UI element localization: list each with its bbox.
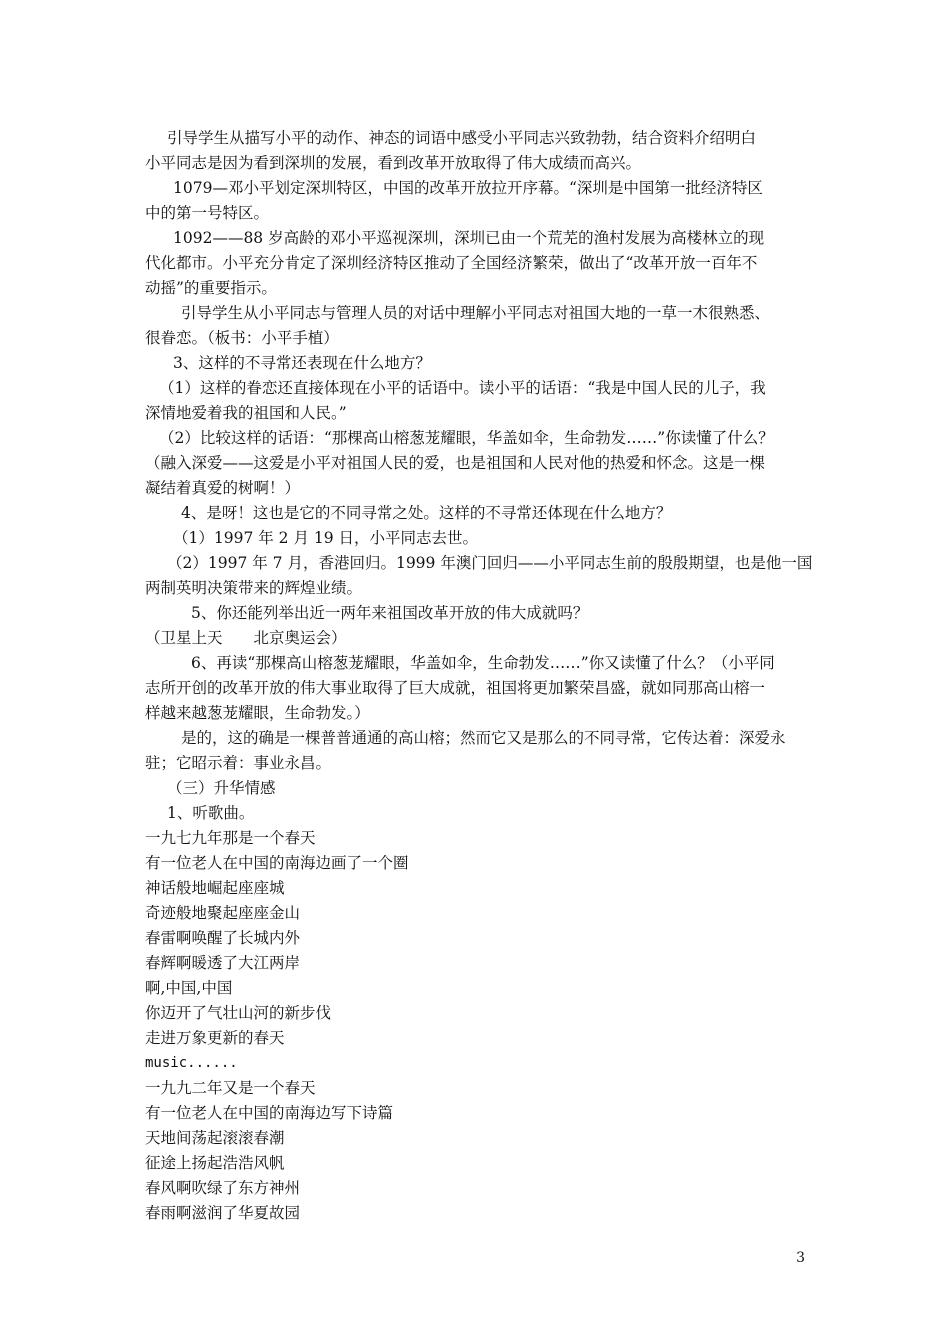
lyric-line: music......: [145, 1055, 238, 1071]
lyric-line: 春风啊吹绿了东方神州: [145, 1179, 301, 1197]
lyric-line: 征途上扬起浩浩风帆: [145, 1154, 285, 1172]
question-heading: 5、你还能列举出近一两年来祖国改革开放的伟大成就吗？: [191, 604, 589, 622]
paragraph-line: 6、再读“那棵高山榕葱茏耀眼，华盖如伞，生命勃发……”你又读懂了什么？（小平同: [191, 654, 775, 672]
paragraph-line: 引导学生从小平同志与管理人员的对话中理解小平同志对祖国大地的一草一木很熟悉、: [181, 304, 771, 322]
lyric-line: 有一位老人在中国的南海边画了一个圈: [145, 854, 409, 872]
lyric-line: 走进万象更新的春天: [145, 1029, 285, 1047]
paragraph-line: （2）比较这样的话语：“那棵高山榕葱茏耀眼，华盖如伞，生命勃发……”你读懂了什么？: [159, 429, 774, 447]
lyric-line: 春雨啊滋润了华夏故园: [145, 1204, 301, 1222]
paragraph-line: 1079—邓小平划定深圳特区，中国的改革开放拉开序幕。“深圳是中国第一批经济特区: [173, 179, 763, 197]
paragraph-line: 样越来越葱茏耀眼，生命勃发。）: [145, 704, 370, 722]
lyric-line: 神话般地崛起座座城: [145, 879, 285, 897]
lyric-line: 有一位老人在中国的南海边写下诗篇: [145, 1104, 394, 1122]
paragraph-line: （2）1997 年 7 月，香港回归。1999 年澳门回归——小平同志生前的殷殷期望，也是他一国: [167, 554, 813, 572]
paragraph-line: 引导学生从描写小平的动作、神态的词语中感受小平同志兴致勃勃，结合资料介绍明白: [167, 129, 757, 147]
section-heading: （三）升华情感: [167, 779, 276, 797]
lyric-line: 春雷啊唤醒了长城内外: [145, 929, 301, 947]
lyric-line: 一九七九年那是一个春天: [145, 829, 316, 847]
lyric-line: 一九九二年又是一个春天: [145, 1079, 316, 1097]
paragraph-line: （1）1997 年 2 月 19 日，小平同志去世。: [173, 529, 479, 547]
lyric-line: 奇迹般地聚起座座金山: [145, 904, 301, 922]
paragraph-line: 志所开创的改革开放的伟大事业取得了巨大成就，祖国将更加繁荣昌盛，就如同那高山榕一: [145, 679, 766, 697]
paragraph-line: 代化都市。小平充分肯定了深圳经济特区推动了全国经济繁荣，做出了“改革开放一百年不: [145, 254, 758, 272]
song-lyrics: [145, 826, 830, 1226]
paragraph-line: （融入深爱——这爱是小平对祖国人民的爱，也是祖国和人民对他的热爱和怀念。这是一棵: [145, 454, 766, 472]
document-body: [145, 126, 830, 1226]
lyric-line: 你迈开了气壮山河的新步伐: [145, 1004, 332, 1022]
paragraph-line: 1092——88 岁高龄的邓小平巡视深圳，深圳已由一个荒芜的渔村发展为高楼林立的现: [173, 229, 765, 247]
page-number: 3: [796, 1250, 805, 1266]
paragraph-line: 中的第一号特区。: [145, 204, 270, 222]
paragraph-line: 深情地爱着我的祖国和人民。”: [145, 404, 347, 422]
question-heading: 1、听歌曲。: [167, 804, 255, 822]
paragraph-line: 动摇”的重要指示。: [145, 279, 277, 297]
question-heading: 3、这样的不寻常还表现在什么地方？: [173, 354, 431, 372]
paragraph-line: 两制英明决策带来的辉煌业绩。: [145, 579, 363, 597]
paragraph-line: 是的，这的确是一棵普普通通的高山榕；然而它又是那么的不同寻常，它传达着：深爱永: [181, 729, 786, 747]
paragraph-line: 凝结着真爱的树啊！）: [145, 479, 301, 497]
paragraph-line: 很眷恋。（板书：小平手植）: [145, 329, 339, 347]
paragraph-line: 小平同志是因为看到深圳的发展，看到改革开放取得了伟大成绩而高兴。: [145, 154, 642, 172]
paragraph-line: （卫星上天 北京奥运会）: [145, 629, 347, 647]
lyric-line: 春辉啊暖透了大江两岸: [145, 954, 301, 972]
lyric-line: 啊,中国,中国: [145, 979, 233, 997]
question-heading: 4、是呀！这也是它的不同寻常之处。这样的不寻常还体现在什么地方？: [181, 504, 672, 522]
paragraph-line: （1）这样的眷恋还直接体现在小平的话语中。读小平的话语：“我是中国人民的儿子，我: [159, 379, 766, 397]
lyric-line: 天地间荡起滚滚春潮: [145, 1129, 285, 1147]
paragraph-line: 驻；它昭示着：事业永昌。: [145, 754, 332, 772]
